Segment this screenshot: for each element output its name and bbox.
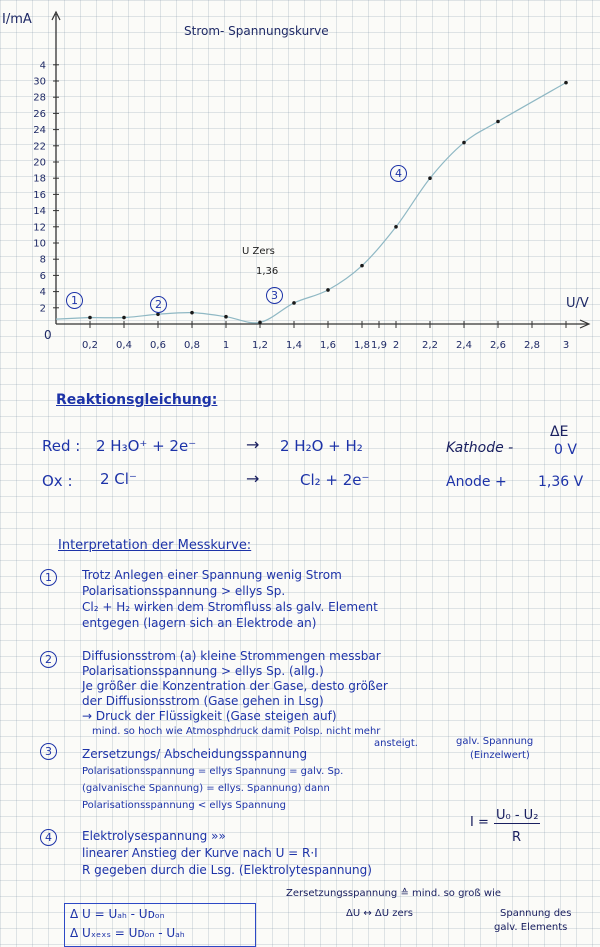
y-tick-label: 14 (33, 206, 46, 218)
y-axis-label: I/mA (2, 12, 32, 27)
point-2-marker (40, 648, 57, 668)
ox-label: Ox : (42, 472, 73, 490)
point-4-marker (40, 826, 57, 846)
region-marker-4-number: 4 (390, 165, 407, 182)
point-1-line: Polarisationsspannung > ellys Sp. (82, 584, 286, 598)
data-point (224, 315, 228, 319)
region-marker-1-number: 1 (66, 292, 83, 309)
point-2-text (82, 649, 388, 739)
y-tick-label: 18 (33, 173, 46, 185)
data-point (564, 81, 568, 85)
formula-denominator: R (512, 830, 522, 845)
point-4-number: 4 (40, 829, 57, 846)
point-1-line: Cl₂ + H₂ wirken dem Stromfluss als galv. Element (82, 600, 378, 614)
point-3-line: Polarisationsspannung = ellys Spannung = galv. Sp. (82, 766, 344, 777)
y-tick-label: 4 (39, 287, 46, 299)
point-2-line: Je größer die Konzentration der Gase, desto größer (82, 679, 388, 693)
u-zers-value: 1,36 (256, 266, 279, 277)
y-tick-label: 28 (33, 92, 46, 104)
box-line-1: Δ U = Uₐₕ - Uᴅₒₙ (70, 907, 165, 921)
x-tick-label: 1,4 (286, 340, 302, 351)
point-3-number: 3 (40, 743, 57, 760)
zers-line-3b: galv. Elements (494, 922, 568, 933)
ox-right: Cl₂ + 2e⁻ (300, 471, 370, 489)
y-tick-label: 16 (33, 189, 46, 201)
x-tick-label: 1,8 (354, 340, 370, 351)
x-tick-label: 0,8 (184, 340, 200, 351)
data-point (360, 264, 364, 268)
y-tick-label: 8 (39, 254, 46, 266)
y-tick-label: 10 (33, 238, 46, 250)
point-3-marker (40, 740, 57, 760)
u-zers-label: U Zers (242, 246, 275, 257)
y-tick-label: 22 (33, 141, 46, 153)
red-arrow: → (246, 435, 260, 454)
zers-line-2: ΔU ↔ ΔU zers (346, 908, 413, 919)
red-left: 2 H₃O⁺ + 2e⁻ (96, 437, 197, 455)
point-1-number: 1 (40, 569, 57, 586)
data-point (122, 316, 126, 320)
data-point (156, 312, 160, 316)
data-point (190, 311, 194, 315)
x-tick-label: 2,2 (422, 340, 438, 351)
y-tick-label: 30 (33, 76, 46, 88)
region-marker-3-number: 3 (266, 287, 283, 304)
chart-title: Strom- Spannungskurve (184, 24, 329, 38)
x-tick-label: 2,4 (456, 340, 472, 351)
x-tick-label: 2 (392, 340, 400, 351)
point-3-line: Zersetzungs/ Abscheidungsspannung (82, 747, 308, 761)
y-tick-label: 2 (39, 303, 46, 315)
point-3-line: (galvanische Spannung) = ellys. Spannung) dann (82, 783, 330, 794)
point-3-text (82, 746, 343, 814)
data-point (496, 120, 500, 124)
box-line-2: Δ Uₓₑₓₛ = Uᴅₒₙ - Uₐₕ (70, 926, 185, 940)
point-4-line: R gegeben durch die Lsg. (Elektrolytespannung) (82, 863, 372, 877)
x-tick-label: 0,6 (150, 340, 166, 351)
x-tick-label: 2,6 (490, 340, 506, 351)
point-1-marker (40, 566, 57, 586)
point-1-line: entgegen (lagern sich an Elektrode an) (82, 616, 317, 630)
ox-left: 2 Cl⁻ (100, 470, 137, 488)
zers-line-1: Zersetzungsspannung ≙ mind. so groß wie (286, 888, 502, 899)
data-point (326, 288, 330, 292)
point-2-note: ansteigt. (374, 738, 418, 749)
region-marker-2-number: 2 (150, 296, 167, 313)
red-label: Red : (42, 437, 81, 455)
x-tick-label: 1,2 (252, 340, 268, 351)
origin-label: 0 (44, 328, 52, 342)
x-tick-label: 3 (562, 340, 570, 351)
data-point (462, 141, 466, 145)
x-tick-label: 1,6 (320, 340, 336, 351)
data-point (258, 321, 262, 325)
ox-arrow: → (246, 469, 260, 488)
region-marker-2 (150, 293, 167, 313)
y-tick-label: 4 (39, 60, 46, 72)
point-4-text (82, 828, 372, 879)
region-marker-1 (66, 289, 83, 309)
zers-line-3a: Spannung des (500, 908, 572, 919)
point-2-line: Polarisationsspannung > ellys Sp. (allg.) (82, 664, 324, 678)
y-tick-label: 6 (39, 270, 46, 282)
point-4-line: Elektrolysespannung »» (82, 829, 226, 843)
region-marker-3 (266, 284, 283, 304)
point-2-line: Diffusionsstrom (a) kleine Strommengen messbar (82, 649, 381, 663)
point-2-line: mind. so hoch wie Atmosphdruck damit Polsp. nicht mehr (92, 726, 381, 737)
red-right: 2 H₂O + H₂ (280, 437, 363, 455)
formula-lhs: I = (470, 815, 489, 830)
galv-note-2: (Einzelwert) (470, 750, 530, 761)
x-tick-label: 1 (222, 340, 230, 351)
point-3-line: Polarisationsspannung < ellys Spannung (82, 800, 286, 811)
y-tick-label: 12 (33, 222, 46, 234)
red-potential: 0 V (554, 442, 577, 458)
point-4-line: linearer Anstieg der Kurve nach U = R·I (82, 846, 318, 860)
point-2-line: der Diffusionsstrom (Gase gehen in Lsg) (82, 694, 324, 708)
point-1-line: Trotz Anlegen einer Spannung wenig Strom (82, 568, 342, 582)
reaction-heading: Reaktionsgleichung: (56, 392, 218, 408)
data-point (88, 316, 92, 320)
x-tick-label: 0,4 (116, 340, 132, 351)
data-point (394, 225, 398, 229)
x-tick-label: 2,8 (524, 340, 540, 351)
point-2-number: 2 (40, 651, 57, 668)
data-point (428, 176, 432, 180)
formula-numerator: U₀ - U₂ (496, 808, 539, 823)
interpretation-heading: Interpretation der Messkurve: (58, 538, 252, 553)
delta-e-header: ΔE (550, 424, 569, 440)
x-axis-label: U/V (566, 296, 589, 311)
data-point (292, 301, 296, 305)
point-1-text (82, 567, 378, 631)
measurement-curve (56, 83, 566, 323)
current-voltage-chart (0, 0, 600, 380)
ox-electrode: Anode + (446, 474, 507, 490)
x-tick-label: 1,9 (371, 340, 387, 351)
y-tick-label: 26 (33, 108, 46, 120)
y-tick-label: 20 (33, 157, 46, 169)
galv-note-1: galv. Spannung (456, 736, 534, 747)
x-tick-label: 0,2 (82, 340, 98, 351)
red-electrode: Kathode - (446, 440, 514, 456)
region-marker-4 (390, 162, 407, 182)
ox-potential: 1,36 V (538, 474, 584, 490)
point-2-line: → Druck der Flüssigkeit (Gase steigen auf) (82, 709, 337, 723)
y-tick-label: 24 (33, 125, 46, 137)
